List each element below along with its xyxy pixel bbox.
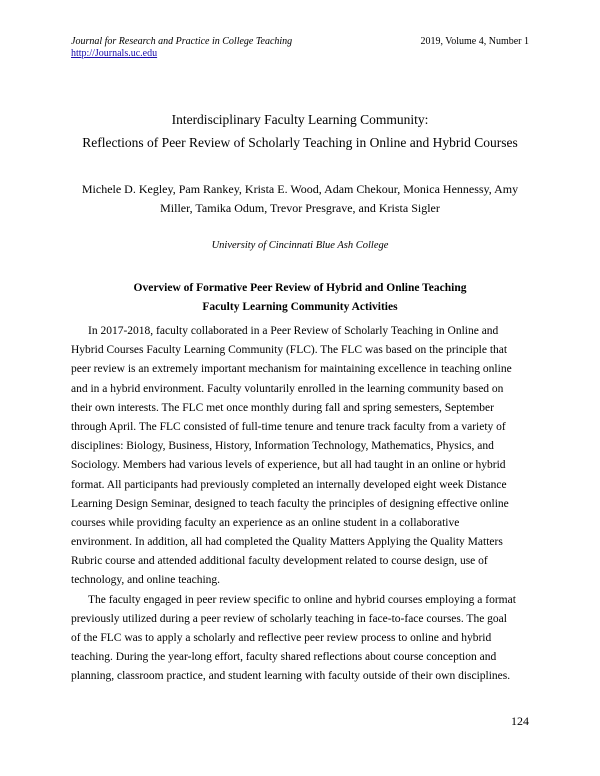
paragraph-line: and in a hybrid environment. Faculty voluntarily enrolled in the learning community based on <box>71 382 504 395</box>
paragraph-line: environment. In addition, all had completed the Quality Matters Applying the Quality Matters <box>71 536 503 549</box>
affiliation: University of Cincinnati Blue Ash College <box>211 240 389 251</box>
author-list <box>70 180 530 218</box>
paragraph-line: courses while providing faculty an experience as an online student in a collaborative <box>71 516 460 529</box>
section-heading <box>70 279 530 317</box>
paragraph-line: their own interests. The FLC met once monthly during fall and spring semesters, September <box>71 401 494 414</box>
title-line: Reflections of Peer Review of Scholarly Teaching in Online and Hybrid Courses <box>82 135 518 150</box>
paragraph-line: Learning Design Seminar, designed to teach faculty the principles of designing effective online <box>71 497 509 510</box>
paragraph-line: teaching. During the year-long effort, faculty shared reflections about course conception and <box>71 651 497 664</box>
journal-link[interactable]: http://Journals.uc.edu <box>71 48 158 59</box>
body-text <box>71 322 529 687</box>
title-line: Interdisciplinary Faculty Learning Community: <box>171 112 429 127</box>
paragraph-line: disciplines: Biology, Business, History, Information Technology, Mathematics, Physics, and <box>71 440 494 453</box>
issue-info: 2019, Volume 4, Number 1 <box>420 36 529 47</box>
paragraph-line: previously utilized during a peer review of scholarly teaching in face-to-face courses. The goal <box>71 612 507 625</box>
paragraph-line: through April. The FLC consisted of full-time tenure and tenure track faculty from a variety of <box>71 420 506 433</box>
page-number: 124 <box>511 714 529 728</box>
paper-title <box>60 108 540 154</box>
paragraph-line: Hybrid Courses Faculty Learning Community (FLC). The FLC was based on the principle that <box>71 344 508 357</box>
paragraph-line: planning, classroom practice, and student learning with faculty outside of their own disciplines. <box>71 670 511 683</box>
paragraph-line: Sociology. Members had various levels of experience, but all had taught in an online or hybrid <box>71 459 506 472</box>
paragraph-line: technology, and online teaching. <box>71 574 221 587</box>
paragraph-line: format. All participants had previously completed an internally developed eight week Distance <box>71 478 507 491</box>
author-line: Miller, Tamika Odum, Trevor Presgrave, and Krista Sigler <box>160 201 440 215</box>
paragraph-line: peer review is an extremely important mechanism for maintaining excellence in teaching online <box>71 363 512 376</box>
journal-name: Journal for Research and Practice in College Teaching <box>71 36 293 47</box>
section-heading-line: Faculty Learning Community Activities <box>202 301 398 313</box>
author-line: Michele D. Kegley, Pam Rankey, Krista E. Wood, Adam Chekour, Monica Hennessy, Amy <box>81 182 519 196</box>
paragraph-line: In 2017-2018, faculty collaborated in a Peer Review of Scholarly Teaching in Online and <box>88 325 499 337</box>
paragraph-line: of the FLC was to apply a scholarly and reflective peer review process to online and hybrid <box>71 632 492 644</box>
paragraph-line: Rubric course and attended additional faculty development related to course design, use of <box>71 555 488 568</box>
section-heading-line: Overview of Formative Peer Review of Hybrid and Online Teaching <box>133 282 467 294</box>
paragraph-line: The faculty engaged in peer review specific to online and hybrid courses employing a format <box>88 593 516 606</box>
running-header <box>71 36 529 60</box>
